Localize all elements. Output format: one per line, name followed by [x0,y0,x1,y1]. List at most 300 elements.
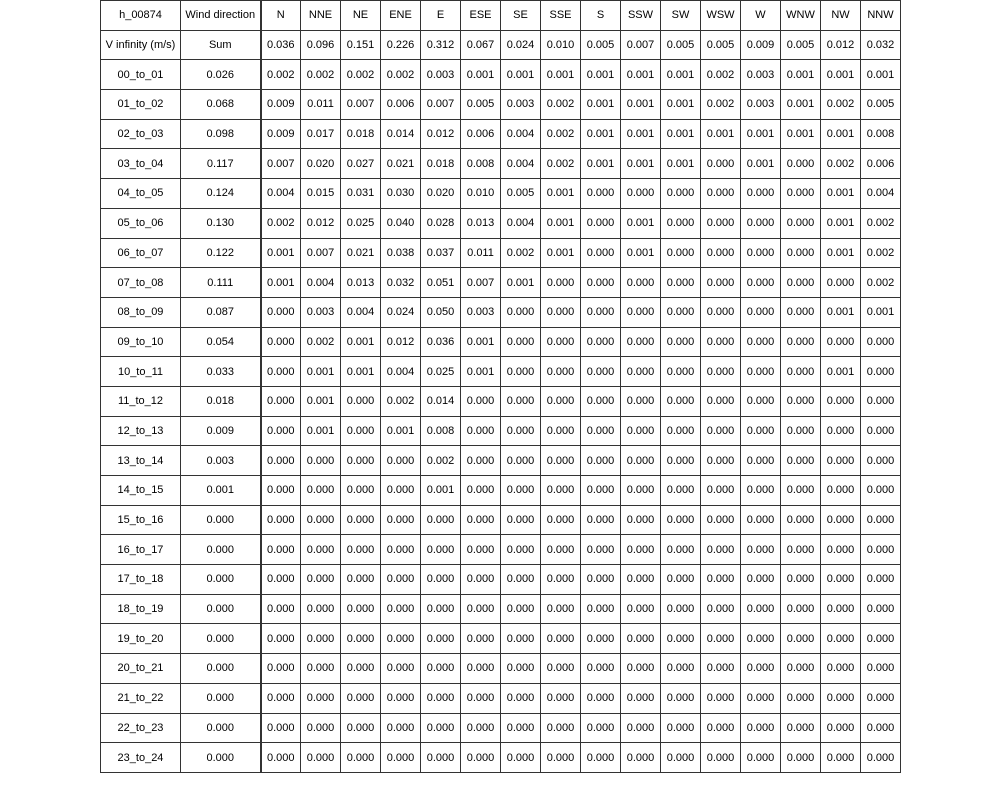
value-cell: 0.000 [701,594,741,624]
value-cell: 0.000 [621,179,661,209]
value-cell: 0.014 [421,386,461,416]
value-cell: 0.000 [701,416,741,446]
value-cell: 0.000 [621,743,661,773]
value-cell: 0.020 [421,179,461,209]
value-cell: 0.000 [581,238,621,268]
value-cell: 0.012 [381,327,421,357]
value-cell: 0.000 [501,505,541,535]
value-cell: 0.000 [741,268,781,298]
direction-total-cell: 0.009 [741,30,781,60]
value-cell: 0.000 [741,238,781,268]
value-cell: 0.007 [461,268,501,298]
direction-header: W [741,1,781,31]
value-cell: 0.001 [661,60,701,90]
value-cell: 0.000 [541,505,581,535]
value-cell: 0.000 [541,683,581,713]
value-cell: 0.000 [621,654,661,684]
value-cell: 0.000 [381,594,421,624]
value-cell: 0.000 [301,683,341,713]
value-cell: 0.009 [261,119,301,149]
row-sum-cell: 0.117 [181,149,261,179]
value-cell: 0.015 [301,179,341,209]
value-cell: 0.000 [861,446,901,476]
value-cell: 0.000 [261,446,301,476]
value-cell: 0.001 [501,268,541,298]
value-cell: 0.000 [661,357,701,387]
value-cell: 0.000 [861,386,901,416]
direction-header: E [421,1,461,31]
row-sum-cell: 0.026 [181,60,261,90]
value-cell: 0.004 [261,179,301,209]
value-cell: 0.001 [301,416,341,446]
value-cell: 0.000 [581,594,621,624]
value-cell: 0.000 [821,713,861,743]
value-cell: 0.002 [301,60,341,90]
value-cell: 0.000 [541,565,581,595]
value-cell: 0.000 [581,179,621,209]
value-cell: 0.001 [381,416,421,446]
value-cell: 0.000 [501,654,541,684]
value-cell: 0.000 [861,594,901,624]
value-cell: 0.000 [701,654,741,684]
value-cell: 0.004 [501,208,541,238]
value-cell: 0.000 [501,683,541,713]
value-cell: 0.002 [381,386,421,416]
row-sum-cell: 0.054 [181,327,261,357]
value-cell: 0.000 [701,476,741,506]
value-cell: 0.001 [581,149,621,179]
value-cell: 0.000 [581,357,621,387]
value-cell: 0.000 [421,624,461,654]
value-cell: 0.000 [661,238,701,268]
value-cell: 0.000 [261,565,301,595]
value-cell: 0.000 [861,505,901,535]
value-cell: 0.000 [341,654,381,684]
value-cell: 0.006 [381,90,421,120]
direction-header: NNE [301,1,341,31]
value-cell: 0.000 [381,654,421,684]
value-cell: 0.001 [821,179,861,209]
value-cell: 0.000 [541,297,581,327]
value-cell: 0.000 [541,476,581,506]
value-cell: 0.000 [781,149,821,179]
value-cell: 0.000 [301,446,341,476]
value-cell: 0.000 [261,357,301,387]
value-cell: 0.000 [581,654,621,684]
value-cell: 0.011 [301,90,341,120]
value-cell: 0.001 [861,60,901,90]
value-cell: 0.001 [621,238,661,268]
value-cell: 0.004 [861,179,901,209]
value-cell: 0.000 [501,446,541,476]
value-cell: 0.001 [701,119,741,149]
value-cell: 0.001 [261,268,301,298]
value-cell: 0.000 [501,327,541,357]
value-cell: 0.000 [821,743,861,773]
value-cell: 0.002 [701,60,741,90]
speed-bin-label: 12_to_13 [101,416,181,446]
direction-total-cell: 0.036 [261,30,301,60]
value-cell: 0.021 [381,149,421,179]
value-cell: 0.012 [301,208,341,238]
value-cell: 0.001 [421,476,461,506]
row-sum-cell: 0.000 [181,535,261,565]
value-cell: 0.000 [821,327,861,357]
value-cell: 0.002 [421,446,461,476]
value-cell: 0.001 [741,149,781,179]
speed-bin-label: 18_to_19 [101,594,181,624]
value-cell: 0.000 [261,327,301,357]
value-cell: 0.000 [781,416,821,446]
value-cell: 0.000 [701,535,741,565]
value-cell: 0.000 [701,238,741,268]
value-cell: 0.000 [741,386,781,416]
value-cell: 0.000 [701,713,741,743]
value-cell: 0.000 [741,535,781,565]
value-cell: 0.000 [381,535,421,565]
value-cell: 0.037 [421,238,461,268]
direction-header: N [261,1,301,31]
value-cell: 0.000 [661,505,701,535]
value-cell: 0.001 [501,60,541,90]
value-cell: 0.025 [421,357,461,387]
value-cell: 0.000 [661,713,701,743]
value-cell: 0.000 [661,535,701,565]
value-cell: 0.000 [821,565,861,595]
value-cell: 0.002 [501,238,541,268]
table-row [101,357,901,387]
speed-bin-label: 02_to_03 [101,119,181,149]
value-cell: 0.001 [861,297,901,327]
value-cell: 0.000 [821,476,861,506]
value-cell: 0.001 [541,179,581,209]
table-row [101,565,901,595]
value-cell: 0.000 [541,594,581,624]
value-cell: 0.000 [701,446,741,476]
table-row [101,179,901,209]
value-cell: 0.000 [541,624,581,654]
value-cell: 0.000 [741,179,781,209]
value-cell: 0.000 [661,565,701,595]
value-cell: 0.000 [501,416,541,446]
wind-frequency-table [100,0,901,773]
direction-header: WNW [781,1,821,31]
row-sum-cell: 0.000 [181,624,261,654]
speed-bin-label: 15_to_16 [101,505,181,535]
value-cell: 0.000 [541,416,581,446]
value-cell: 0.002 [541,119,581,149]
value-cell: 0.000 [781,268,821,298]
table-row [101,60,901,90]
row-sum-cell: 0.000 [181,654,261,684]
value-cell: 0.000 [461,654,501,684]
value-cell: 0.000 [781,357,821,387]
value-cell: 0.000 [621,565,661,595]
value-cell: 0.000 [301,654,341,684]
value-cell: 0.000 [621,416,661,446]
table-row [101,90,901,120]
value-cell: 0.001 [781,90,821,120]
value-cell: 0.000 [501,713,541,743]
value-cell: 0.000 [421,594,461,624]
value-cell: 0.000 [581,416,621,446]
value-cell: 0.000 [541,268,581,298]
value-cell: 0.000 [701,208,741,238]
value-cell: 0.002 [381,60,421,90]
value-cell: 0.000 [861,535,901,565]
value-cell: 0.000 [621,476,661,506]
value-cell: 0.000 [261,386,301,416]
value-cell: 0.000 [501,565,541,595]
value-cell: 0.005 [461,90,501,120]
value-cell: 0.004 [381,357,421,387]
value-cell: 0.000 [461,416,501,446]
value-cell: 0.006 [461,119,501,149]
table-row [101,654,901,684]
value-cell: 0.000 [301,624,341,654]
row-sum-cell: 0.000 [181,743,261,773]
value-cell: 0.000 [621,357,661,387]
value-cell: 0.000 [501,535,541,565]
value-cell: 0.000 [861,624,901,654]
direction-header: NNW [861,1,901,31]
value-cell: 0.000 [741,357,781,387]
value-cell: 0.000 [261,505,301,535]
value-cell: 0.014 [381,119,421,149]
value-cell: 0.000 [821,535,861,565]
direction-total-cell: 0.005 [781,30,821,60]
header-row [101,1,901,31]
direction-header: NW [821,1,861,31]
value-cell: 0.028 [421,208,461,238]
value-cell: 0.001 [461,60,501,90]
value-cell: 0.001 [261,238,301,268]
value-cell: 0.000 [621,446,661,476]
value-cell: 0.000 [701,297,741,327]
value-cell: 0.002 [341,60,381,90]
value-cell: 0.000 [701,505,741,535]
value-cell: 0.000 [501,624,541,654]
value-cell: 0.000 [661,327,701,357]
value-cell: 0.000 [861,327,901,357]
value-cell: 0.000 [501,386,541,416]
value-cell: 0.000 [421,565,461,595]
value-cell: 0.002 [261,208,301,238]
value-cell: 0.000 [781,505,821,535]
value-cell: 0.000 [741,743,781,773]
table-row [101,238,901,268]
value-cell: 0.000 [661,179,701,209]
value-cell: 0.000 [861,743,901,773]
value-cell: 0.000 [861,357,901,387]
value-cell: 0.000 [541,535,581,565]
speed-bin-label: 10_to_11 [101,357,181,387]
value-cell: 0.000 [701,357,741,387]
speed-bin-label: 01_to_02 [101,90,181,120]
value-cell: 0.004 [341,297,381,327]
value-cell: 0.008 [461,149,501,179]
value-cell: 0.000 [581,297,621,327]
row-sum-cell: 0.018 [181,386,261,416]
table-row [101,535,901,565]
value-cell: 0.000 [581,327,621,357]
value-cell: 0.007 [341,90,381,120]
value-cell: 0.000 [421,505,461,535]
value-cell: 0.038 [381,238,421,268]
speed-bin-label: 23_to_24 [101,743,181,773]
speed-bin-label: 17_to_18 [101,565,181,595]
value-cell: 0.000 [301,505,341,535]
value-cell: 0.000 [581,476,621,506]
value-cell: 0.002 [261,60,301,90]
value-cell: 0.001 [661,90,701,120]
direction-header: ENE [381,1,421,31]
value-cell: 0.000 [341,386,381,416]
value-cell: 0.000 [501,357,541,387]
sum-header: Sum [181,30,261,60]
table-row [101,624,901,654]
value-cell: 0.000 [261,476,301,506]
value-cell: 0.001 [581,90,621,120]
value-cell: 0.000 [581,624,621,654]
value-cell: 0.013 [461,208,501,238]
speed-bin-label: 00_to_01 [101,60,181,90]
value-cell: 0.000 [661,594,701,624]
value-cell: 0.000 [861,683,901,713]
value-cell: 0.000 [741,624,781,654]
value-cell: 0.002 [701,90,741,120]
value-cell: 0.006 [861,149,901,179]
value-cell: 0.000 [781,238,821,268]
value-cell: 0.001 [341,327,381,357]
direction-total-cell: 0.032 [861,30,901,60]
value-cell: 0.000 [261,624,301,654]
value-cell: 0.000 [381,565,421,595]
table-row [101,208,901,238]
value-cell: 0.000 [621,505,661,535]
value-cell: 0.002 [301,327,341,357]
value-cell: 0.003 [741,90,781,120]
value-cell: 0.001 [781,119,821,149]
row-sum-cell: 0.087 [181,297,261,327]
value-cell: 0.000 [861,565,901,595]
value-cell: 0.000 [781,654,821,684]
value-cell: 0.001 [821,119,861,149]
row-sum-cell: 0.130 [181,208,261,238]
value-cell: 0.000 [461,535,501,565]
value-cell: 0.000 [701,624,741,654]
value-cell: 0.000 [581,386,621,416]
value-cell: 0.000 [741,476,781,506]
value-cell: 0.000 [541,654,581,684]
value-cell: 0.000 [621,713,661,743]
value-cell: 0.000 [741,446,781,476]
value-cell: 0.000 [821,268,861,298]
value-cell: 0.000 [821,683,861,713]
row-sum-cell: 0.098 [181,119,261,149]
value-cell: 0.004 [301,268,341,298]
value-cell: 0.000 [341,535,381,565]
value-cell: 0.000 [341,743,381,773]
value-cell: 0.000 [781,327,821,357]
direction-header: NE [341,1,381,31]
value-cell: 0.000 [661,683,701,713]
value-cell: 0.000 [541,327,581,357]
value-cell: 0.000 [701,683,741,713]
value-cell: 0.018 [421,149,461,179]
value-cell: 0.000 [781,565,821,595]
value-cell: 0.000 [661,268,701,298]
value-cell: 0.000 [781,476,821,506]
value-cell: 0.001 [541,238,581,268]
table-row [101,683,901,713]
value-cell: 0.000 [381,476,421,506]
value-cell: 0.002 [861,238,901,268]
value-cell: 0.000 [821,386,861,416]
value-cell: 0.003 [501,90,541,120]
row-sum-cell: 0.000 [181,505,261,535]
speed-bin-label: 19_to_20 [101,624,181,654]
row-sum-cell: 0.124 [181,179,261,209]
direction-total-cell: 0.226 [381,30,421,60]
value-cell: 0.005 [861,90,901,120]
value-cell: 0.000 [341,683,381,713]
row-sum-cell: 0.068 [181,90,261,120]
value-cell: 0.051 [421,268,461,298]
value-cell: 0.000 [261,535,301,565]
value-cell: 0.000 [501,594,541,624]
value-cell: 0.001 [581,119,621,149]
value-cell: 0.008 [421,416,461,446]
value-cell: 0.032 [381,268,421,298]
speed-bin-label: 06_to_07 [101,238,181,268]
value-cell: 0.001 [821,357,861,387]
value-cell: 0.000 [261,683,301,713]
value-cell: 0.000 [701,268,741,298]
value-cell: 0.004 [501,119,541,149]
value-cell: 0.000 [541,386,581,416]
value-cell: 0.000 [781,594,821,624]
value-cell: 0.000 [461,386,501,416]
value-cell: 0.001 [621,60,661,90]
value-cell: 0.002 [541,149,581,179]
value-cell: 0.001 [461,327,501,357]
direction-total-cell: 0.151 [341,30,381,60]
direction-total-cell: 0.005 [581,30,621,60]
value-cell: 0.001 [621,149,661,179]
value-cell: 0.000 [341,505,381,535]
table-row [101,297,901,327]
table-row [101,149,901,179]
value-cell: 0.020 [301,149,341,179]
value-cell: 0.000 [821,594,861,624]
value-cell: 0.000 [621,535,661,565]
value-cell: 0.001 [821,238,861,268]
value-cell: 0.009 [261,90,301,120]
value-cell: 0.000 [261,594,301,624]
value-cell: 0.000 [421,683,461,713]
value-cell: 0.000 [861,713,901,743]
speed-bin-label: 22_to_23 [101,713,181,743]
speed-bin-label: 11_to_12 [101,386,181,416]
value-cell: 0.002 [861,208,901,238]
value-cell: 0.000 [381,446,421,476]
speed-bin-label: 07_to_08 [101,268,181,298]
row-sum-cell: 0.000 [181,683,261,713]
value-cell: 0.000 [541,743,581,773]
value-cell: 0.003 [741,60,781,90]
value-cell: 0.000 [701,386,741,416]
